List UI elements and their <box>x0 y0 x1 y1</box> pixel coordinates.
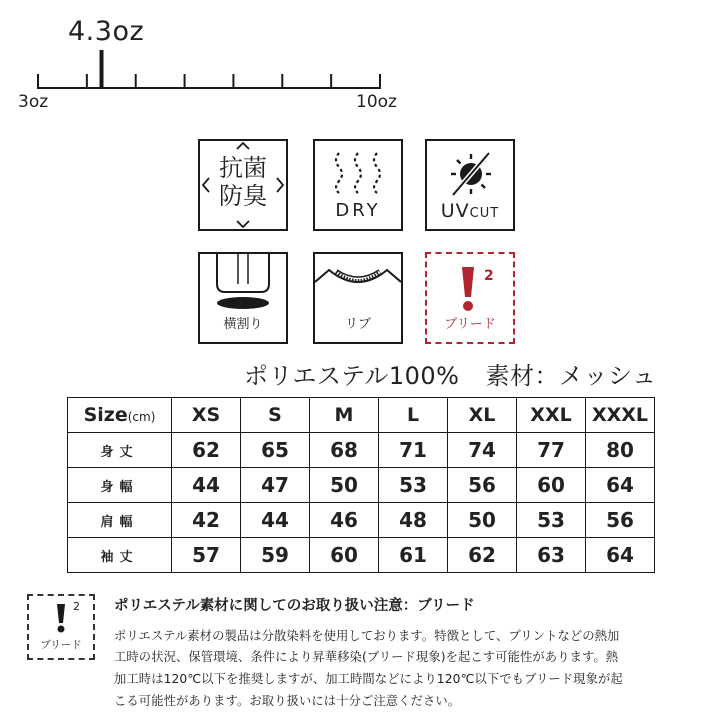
table-cell: 57 <box>172 538 241 573</box>
uv-label: UV <box>440 200 470 222</box>
table-cell: 80 <box>586 433 655 468</box>
size-header-unit: (cm) <box>127 410 156 424</box>
table-cell: 59 <box>241 538 310 573</box>
uv-cut-label <box>427 200 513 222</box>
rib-icon <box>313 252 403 344</box>
table-cell: 61 <box>379 538 448 573</box>
table-cell: 56 <box>586 503 655 538</box>
material-type: 素材：メッシュ <box>485 362 657 390</box>
size-col-header: XXL <box>517 398 586 433</box>
fabric-weight-value: 4.3oz <box>68 16 145 47</box>
antibacterial-label: 抗菌 <box>219 154 267 182</box>
table-cell: 64 <box>586 538 655 573</box>
bleed-notice-icon <box>27 594 95 660</box>
table-cell: 71 <box>379 433 448 468</box>
bleed-label: ブリード <box>444 317 496 332</box>
table-row <box>68 538 655 573</box>
dry-icon <box>313 139 403 231</box>
table-row <box>68 503 655 538</box>
size-col-header: XXXL <box>586 398 655 433</box>
table-cell: 53 <box>379 468 448 503</box>
size-col-header: S <box>241 398 310 433</box>
row-label-body-width: 身幅 <box>68 468 172 503</box>
weight-scale-min-label: 3oz <box>18 92 49 112</box>
table-row <box>68 433 655 468</box>
notice-body-line: こる可能性があります。お取り扱いには十分ご注意ください。 <box>114 694 461 708</box>
notice-icon-label: ブリード <box>40 639 82 651</box>
table-cell: 42 <box>172 503 241 538</box>
size-table-header <box>68 398 655 433</box>
row-label-sleeve-length: 袖丈 <box>68 538 172 573</box>
notice-body-line: 工時の状況、保管環境、条件により昇華移染(ブリード現象)を起こす可能性があります。熱 <box>114 650 619 664</box>
table-cell: 47 <box>241 468 310 503</box>
table-cell: 48 <box>379 503 448 538</box>
table-row <box>68 468 655 503</box>
side-seam-label: 横割り <box>223 317 263 332</box>
size-col-header: M <box>310 398 379 433</box>
weight-scale-max-label: 10oz <box>356 92 397 112</box>
table-cell: 53 <box>517 503 586 538</box>
table-cell: 60 <box>310 538 379 573</box>
notice-title: ポリエステル素材に関してのお取り扱い注意：ブリード <box>114 598 475 614</box>
weight-scale <box>0 0 420 100</box>
table-cell: 62 <box>172 433 241 468</box>
size-table <box>67 397 655 573</box>
weight-scale-ticks <box>38 74 380 89</box>
material-line <box>244 356 656 391</box>
deodorant-label: 防臭 <box>219 182 267 210</box>
material-composition: ポリエステル100% <box>244 362 460 390</box>
bleed-number: 2 <box>484 268 494 284</box>
row-label-shoulder-width: 肩幅 <box>68 503 172 538</box>
table-cell: 60 <box>517 468 586 503</box>
size-col-header: XS <box>172 398 241 433</box>
table-cell: 68 <box>310 433 379 468</box>
antibacterial-deodorant-icon <box>198 139 288 231</box>
row-label-body-length: 身丈 <box>68 433 172 468</box>
table-cell: 63 <box>517 538 586 573</box>
table-cell: 50 <box>448 503 517 538</box>
table-cell: 65 <box>241 433 310 468</box>
notice-body-line: ポリエステル素材の製品は分散染料を使用しております。特徴として、プリントなどの熱加 <box>114 629 620 643</box>
size-col-header: XL <box>448 398 517 433</box>
table-cell: 46 <box>310 503 379 538</box>
size-header-cell <box>68 398 172 433</box>
table-cell: 64 <box>586 468 655 503</box>
table-cell: 62 <box>448 538 517 573</box>
table-cell: 44 <box>241 503 310 538</box>
notice-icon-number: 2 <box>73 600 80 613</box>
uv-cut-icon <box>425 139 515 231</box>
table-cell: 74 <box>448 433 517 468</box>
table-cell: 77 <box>517 433 586 468</box>
dry-label: DRY <box>335 200 381 221</box>
size-header-label: Size <box>83 404 128 426</box>
side-seam-icon <box>198 252 288 344</box>
notice-body-line: 加工時は120℃以下を推奨しますが、加工時間などにより120℃以下でもブリード現象が起 <box>114 672 623 686</box>
rib-label: リブ <box>344 317 371 332</box>
table-cell: 56 <box>448 468 517 503</box>
table-cell: 44 <box>172 468 241 503</box>
size-col-header: L <box>379 398 448 433</box>
cut-label: CUT <box>469 206 500 221</box>
bleed-warning-icon <box>425 252 515 344</box>
table-cell: 50 <box>310 468 379 503</box>
